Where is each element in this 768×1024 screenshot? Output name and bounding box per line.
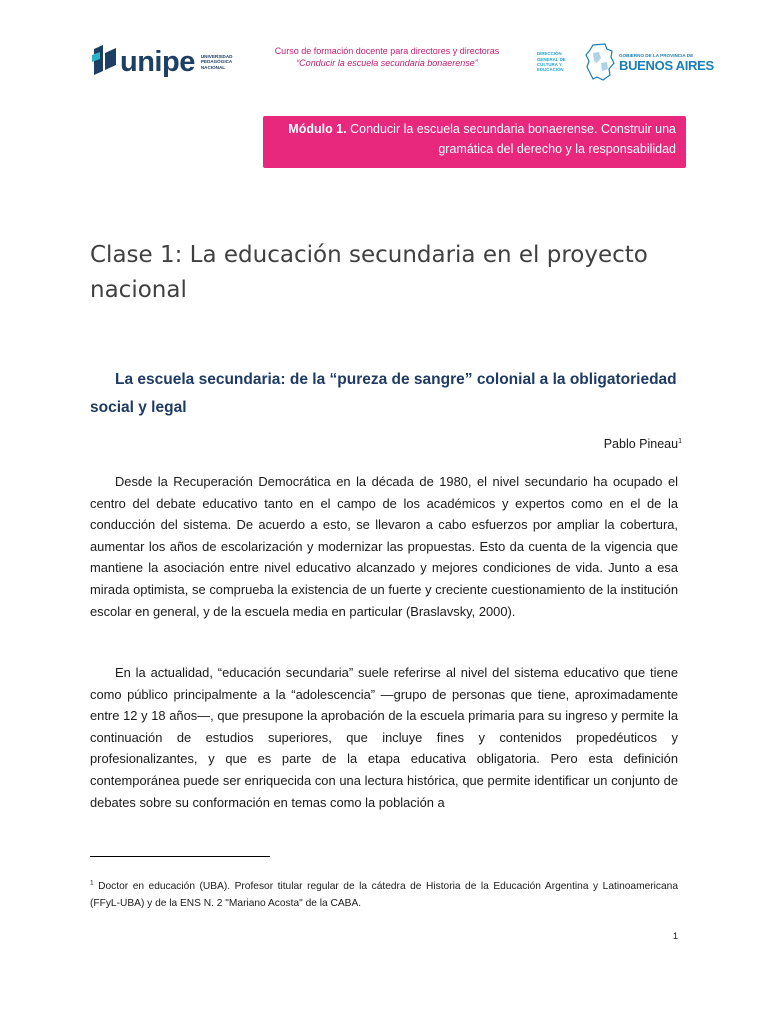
footnote-text: Doctor en educación (UBA). Profesor titular regular de la cátedra de Historia de la Educación Argentina y Latinoamericana (FFyL-UBA) y de la ENS N. 2 "Mariano Acosta" de la CABA.	[90, 881, 678, 909]
unipe-logo-icon	[92, 45, 118, 79]
module-text: Conducir la escuela secundaria bonaerense. Construir una gramática del derecho y la responsabilidad	[350, 122, 676, 156]
unipe-logo	[92, 45, 237, 79]
module-banner	[263, 116, 686, 168]
province-map-icon	[585, 43, 615, 81]
footnote-divider	[90, 856, 270, 857]
author-footnote-ref[interactable]: 1	[678, 437, 682, 445]
government-label: GOBIERNO DE LA PROVINCIA DE	[619, 52, 694, 58]
government-logo	[537, 43, 714, 81]
direction-general-label: DIRECCIÓN GENERAL DE CULTURA Y EDUCACIÓN	[537, 51, 566, 73]
footnote-number: 1	[90, 879, 94, 887]
body-paragraph-1: Desde la Recuperación Democrática en la década de 1980, el nivel secundario ha ocupado el centro del debate educativo tanto en el campo de los académicos y expertos como en el de la conducción del sistema. De acuerdo a esto, se llevaron a cabo esfuerzos por ampliar la cobertura, aumentar los años de escolarización y modernizar las propuestas. Esto da cuenta de la vigencia que mantiene la asociación entre nivel educativo alcanzado y mejores condiciones de vida. Junto a esa mirada optimista, se comprueba la existencia de un fuerte y creciente cuestionamiento de la institución escolar en general, y de la escuela media en particular (Braslavsky, 2000).	[90, 474, 678, 619]
course-title	[262, 45, 512, 69]
body-paragraph-2: En la actualidad, “educación secundaria” suele referirse al nivel del sistema educativo que tiene como público principalmente a la “adolescencia” —grupo de personas que tiene, aproximadamente entre 12 y 18 años—, que presupone la aprobación de la escuela primaria para su ingreso y permite la continuación de estudios superiores, que incluye fines y contenidos propedéuticos y profesionalizantes, y que es parte de la etapa educativa obligatoria. Pero esta definición contemporánea puede ser enriquecida con una lectura histórica, que permite identificar un conjunto de debates sobre su conformación en temas como la población a	[90, 665, 678, 810]
module-label: Módulo 1.	[288, 122, 347, 136]
page-title: Clase 1: La educación secundaria en el proyecto nacional	[90, 242, 648, 303]
course-title-line2: “Conducir la escuela secundaria bonaerense”	[296, 58, 478, 68]
section-heading: La escuela secundaria: de la “pureza de sangre” colonial a la obligatoriedad social y legal	[90, 371, 677, 416]
author-line	[604, 437, 682, 451]
document-header	[0, 40, 768, 90]
author-name: Pablo Pineau	[603, 437, 679, 451]
course-title-line1: Curso de formación docente para directores y directoras	[274, 46, 500, 56]
unipe-wordmark: unipe	[120, 46, 195, 78]
footnote	[90, 878, 678, 912]
government-text	[619, 53, 714, 72]
page-number: 1	[672, 931, 678, 941]
unipe-subtitle: UNIVERSIDAD PEDAGÓGICA NACIONAL	[200, 53, 233, 70]
province-label: BUENOS AIRES	[619, 57, 714, 73]
